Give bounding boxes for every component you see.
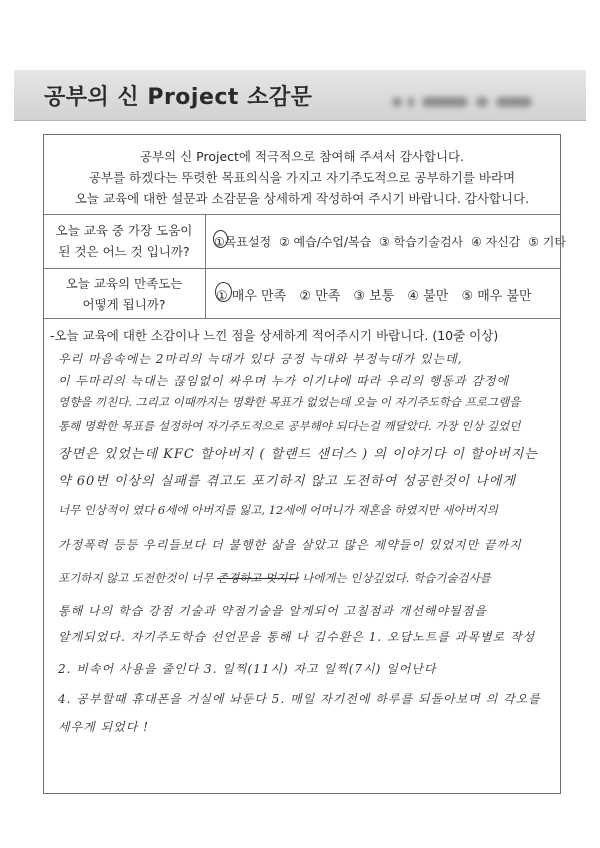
redacted-name bbox=[392, 92, 538, 112]
intro-line: 공부의 신 Project에 적극적으로 참여해 주셔서 감사합니다. bbox=[139, 149, 465, 164]
handwritten-line: 영향을 끼친다. 그리고 이때까지는 명확한 목표가 없었는데 오늘 이 자기주도학습 프로그램을 bbox=[58, 395, 521, 409]
option-neutral[interactable]: ③ 보통 bbox=[353, 289, 395, 304]
option-satisfied[interactable]: ② 만족 bbox=[299, 289, 341, 304]
divider bbox=[205, 214, 206, 318]
intro-line: 오늘 교육에 대한 설문과 소감문을 상세하게 작성하여 주시기 바랍니다. 감사합니다. bbox=[74, 191, 530, 206]
crossed-out-text: 존경하고 멋지다 bbox=[217, 571, 299, 585]
option-very-satisfied[interactable]: ① 매우 만족 bbox=[216, 289, 287, 304]
option-confidence[interactable]: ④ 자신감 bbox=[470, 235, 521, 249]
question-2-options bbox=[216, 285, 536, 304]
option-dissatisfied[interactable]: ④ 불만 bbox=[407, 289, 449, 304]
handwritten-line: 포기하지 않고 도전한것이 너무 존경하고 멋지다 나에게는 인상깊었다. 학습기술검사를 bbox=[58, 571, 491, 585]
handwritten-line: 통해 명확한 목표를 설정하여 자기주도적으로 공부해야 되다는걸 깨달았다. 가장 인상 깊었던 bbox=[58, 419, 521, 433]
handwritten-line: 장면은 있었는데 KFC 할아버지 ( 할랜드 샌더스 ) 의 이야기다 이 할아버지는 bbox=[58, 447, 538, 462]
intro-text bbox=[43, 146, 561, 209]
divider bbox=[43, 268, 561, 269]
intro-line: 공부를 하겠다는 뚜렷한 목표의식을 가지고 자기주도적으로 공부하기를 바라며 bbox=[88, 170, 516, 185]
option-other[interactable]: ⑤ 기타 bbox=[528, 235, 566, 249]
option-very-dissatisfied[interactable]: ⑤ 매우 불만 bbox=[461, 289, 532, 304]
handwritten-line: 이 두마리의 늑대는 끊임없이 싸우며 누가 이기냐에 따라 우리의 행동과 감정에 bbox=[58, 374, 510, 388]
question-1-options bbox=[214, 233, 570, 250]
handwritten-line: 가정폭력 등등 우리들보다 더 불행한 삶을 살았고 많은 제약들이 있었지만 끝까지 bbox=[58, 538, 522, 552]
handwritten-line: 4. 공부할때 휴대폰을 거실에 놔둔다 5. 매일 자기전에 하루를 되돌아보며 의 각오를 bbox=[58, 692, 541, 706]
handwritten-line: 우리 마음속에는 2마리의 늑대가 있다 긍정 늑대와 부정늑대가 있는데, bbox=[58, 352, 463, 366]
divider bbox=[43, 214, 561, 215]
page-title: 공부의 신 Project 소감문 bbox=[44, 85, 313, 110]
handwritten-line: 2. 비속어 사용을 줄인다 3. 일찍(11시) 자고 일찍(7시) 일어난다 bbox=[58, 662, 437, 676]
handwritten-line: 약 60번 이상의 실패를 겪고도 포기하지 않고 도전하여 성공한것이 나에게 bbox=[58, 474, 516, 489]
comment-prompt: -오늘 교육에 대한 소감이나 느낀 점을 상세하게 적어주시기 바랍니다. (10줄 이상) bbox=[50, 328, 499, 343]
divider bbox=[43, 318, 561, 319]
selection-circle-mark bbox=[213, 230, 228, 248]
option-goal-setting[interactable]: ①목표설정 bbox=[214, 235, 272, 249]
option-study-routine[interactable]: ② 예습/수업/복습 bbox=[278, 235, 372, 249]
handwritten-line: 세우게 되었다 ! bbox=[58, 720, 150, 734]
handwritten-line: 통해 나의 학습 강점 기술과 약점기술을 알게되어 고칠점과 개선해야될점을 bbox=[58, 604, 487, 618]
handwritten-line: 너무 인상적이 였다 6세에 아버지를 잃고, 12세에 어머니가 재혼을 하였지만 새아버지의 bbox=[58, 503, 498, 517]
selection-circle-mark bbox=[215, 282, 232, 302]
option-learning-skills-test[interactable]: ③ 학습기술검사 bbox=[379, 235, 464, 249]
handwritten-line: 알게되었다. 자기주도학습 선언문을 통해 나 김수환은 1. 오답노트를 과목별로 작성 bbox=[58, 630, 536, 644]
question-2-label: 오늘 교육의 만족도는 어떻게 됩니까? bbox=[65, 276, 183, 312]
question-1-label: 오늘 교육 중 가장 도움이 된 것은 어느 것 입니까? bbox=[55, 223, 193, 259]
